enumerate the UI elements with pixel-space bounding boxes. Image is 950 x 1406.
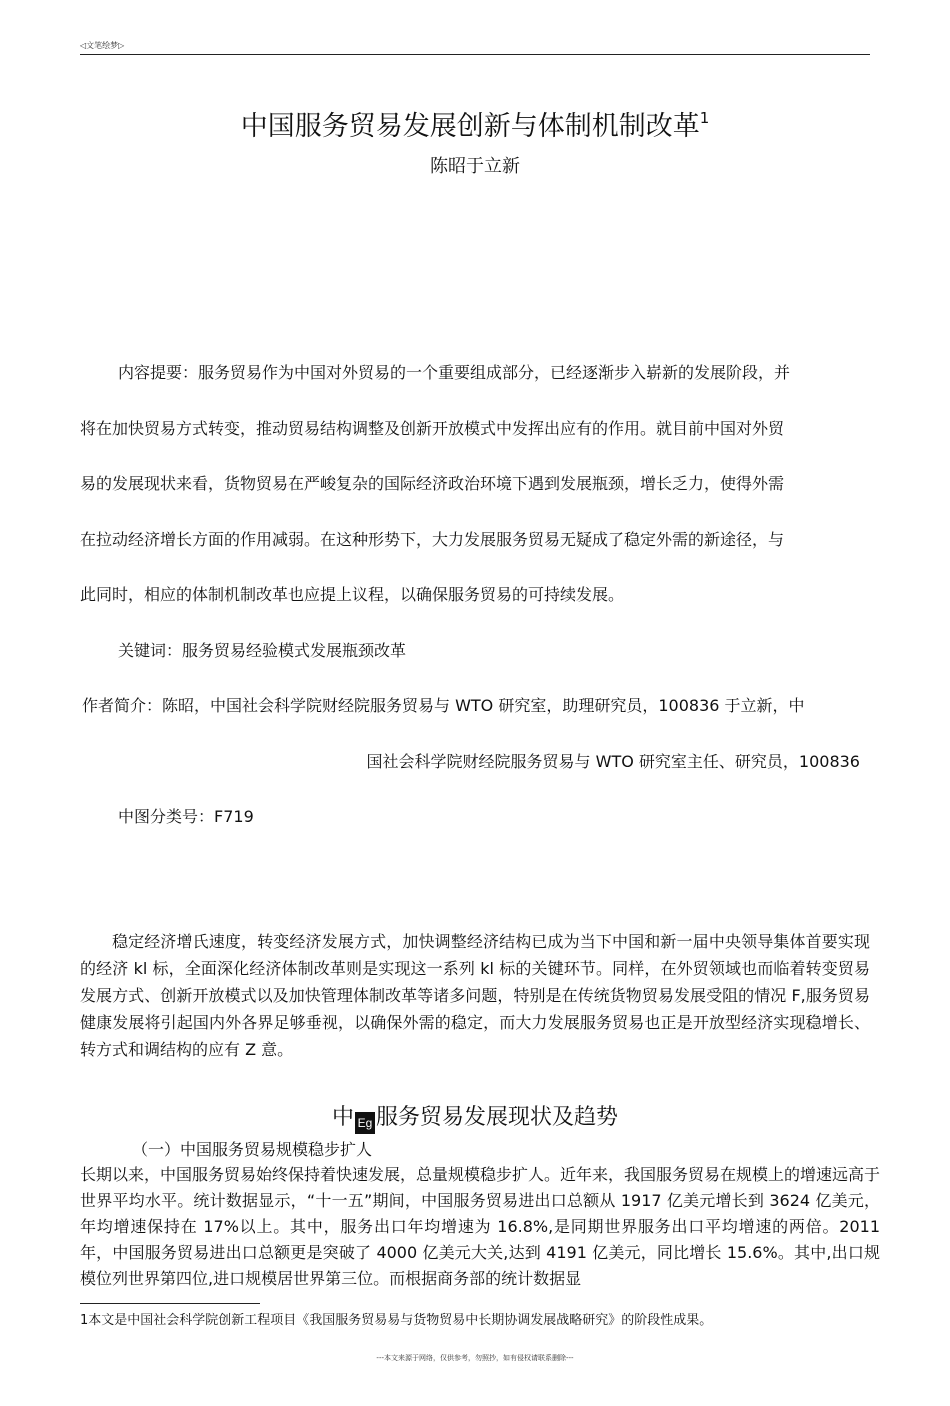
intro-paragraph-text: 稳定经济增氏速度，转变经济发展方式，加快调整经济结构已成为当下中国和新一届中央领导集体首要实现的经济 kl 标，全面深化经济体制改革则是实现这一系列 kl 标的关键环节。同样，在外贸领域也而临着转变贸易发展方式、创新开放模式以及加快管理体制改革等诸多问题，特别是在传统货物贸易发展受阻的情况 F,服务贸易健康发展将引起国内外各界足够垂视，以确保外需的稳定，而大力发展服务贸易也正是开放型经济实现稳增长、转方式和调结构的应有 Z 意。 (80, 932, 870, 1059)
author-intro-line2: 国社会科学院财经院服务贸易与 WTO 研究室主任、研究员，100836 (366, 752, 860, 771)
abstract-line: 将在加快贸易方式转变，推动贸易结构调整及创新开放模式中发挥出应有的作用。就目前中国对外贸 (80, 419, 785, 438)
footnote: 1本文是中国社会科学院创新工程项目《我国服务贸易易与货物贸易中长期协调发展战略研究》的阶段性成果。 (80, 1313, 713, 1328)
footnote-divider (80, 1303, 260, 1304)
abstract-line: 内容提要：服务贸易作为中国对外贸易的一个重要组成部分，已经逐渐步入崭新的发展阶段，并 (118, 363, 791, 382)
abstract-line: 易的发展现状来看，货物贸易在严峻复杂的国际经济政治环境下遇到发展瓶颈，增长乏力，使得外需 (80, 474, 785, 493)
abstract-line: 在拉动经济增长方面的作用减弱。在这种形势下，大力发展服务贸易无疑成了稳定外需的新途径，与 (80, 530, 785, 549)
header-divider (80, 54, 870, 55)
section-heading-before: 中 (331, 1105, 354, 1130)
garbled-glyph-icon: Eg (355, 1112, 375, 1134)
section-heading-after: 服务贸易发展现状及趋势 (376, 1105, 619, 1130)
page-header-label: ◁文笔绘梦▷ (80, 41, 125, 50)
abstract-line: 此同时，相应的体制机制改革也应提上议程，以确保服务贸易的可持续发展。 (80, 585, 625, 604)
source-disclaimer: ---本文来源于网络，仅供参考，勿照抄，如有侵权请联系删除--- (376, 1354, 574, 1362)
authors: 陈昭于立新 (430, 156, 520, 177)
section-heading (0, 1100, 950, 1134)
document-title (0, 104, 950, 143)
section-paragraph: 长期以来，中国服务贸易始终保持着快速发展，总量规模稳步扩人。近年来，我国服务贸易在规模上的增速远高于世界平均水平。统计数据显示，“十一五”期间，中国服务贸易进出口总额从 1917 亿美元增长到 3624 亿美元，年均增速保持在 17%以上。其中，服务出口年均增速为 16.8%,是同期世界服务出口平均增速的两倍。2011 年，中国服务贸易进出口总额更是突破了 4000 亿美元大关,达到 4191 亿美元，同比增长 15.6%。其中,出口规模位列世界第四位,进口规模居世界第三位。而根据商务部的统计数据显 (80, 1165, 881, 1288)
subsection-heading: （一）中国服务贸易规模稳步扩人 (132, 1140, 373, 1159)
author-intro-line1: 作者简介：陈昭，中国社会科学院财经院服务贸易与 WTO 研究室，助理研究员，100836 于立新，中 (82, 696, 805, 715)
classification-number: 中图分类号：F719 (118, 807, 254, 826)
title-text: 中国服务贸易发展创新与体制机制改革 (240, 111, 700, 142)
title-footnote-mark: 1 (699, 109, 710, 127)
keywords: 关键词：服务贸易经验模式发展瓶颈改革 (118, 641, 407, 660)
intro-paragraph (80, 928, 870, 1063)
